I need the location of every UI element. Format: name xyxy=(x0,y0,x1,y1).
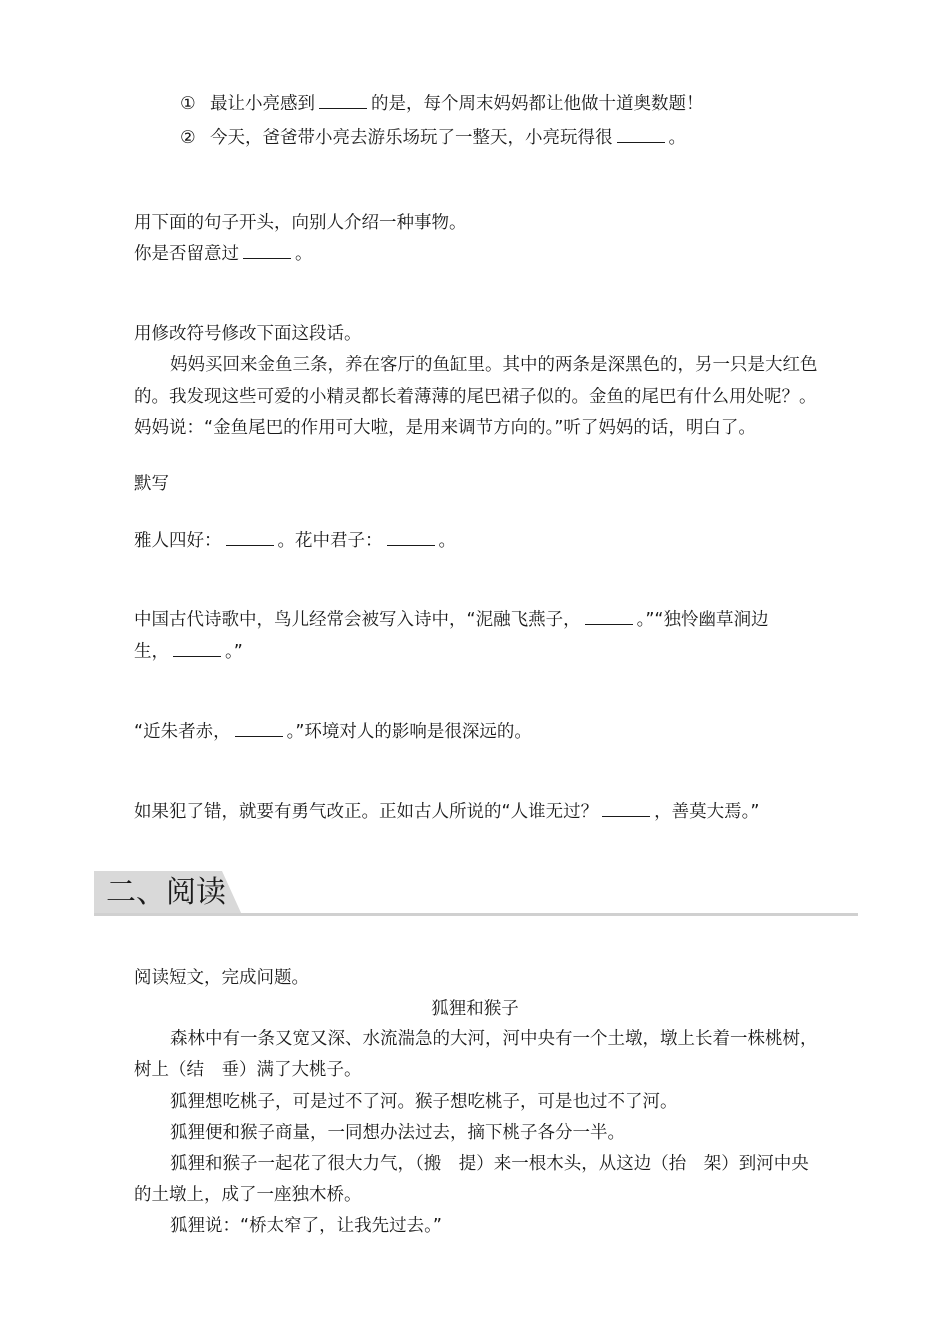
q4-text: 中国古代诗歌中，鸟儿经常会被写入诗中，“泥融飞燕子， xyxy=(134,610,581,630)
item-text: 今天，爸爸带小亮去游乐场玩了一整天，小亮玩得很 xyxy=(210,128,613,148)
q4-title: 默写 xyxy=(134,474,169,494)
q4-text: 。”环境对人的影响是很深远的。 xyxy=(286,722,532,742)
q3-paragraph-line: 妈妈说：“金鱼尾巴的作用可大啦，是用来调节方向的。”听了妈妈的话，明白了。 xyxy=(134,418,756,438)
q3-paragraph-line: 妈妈买回来金鱼三条，养在客厅的鱼缸里。其中的两条是深黑色的，另一只是大红色 xyxy=(170,355,818,375)
reading-paragraph-line: 的土墩上，成了一座独木桥。 xyxy=(134,1185,362,1205)
q4-line-1 xyxy=(134,529,456,553)
q4-text: 。花中君子： xyxy=(277,531,383,551)
reading-paragraph-line: 树上（结 垂）满了大桃子。 xyxy=(134,1060,362,1080)
q3-paragraph-line: 的。我发现这些可爱的小精灵都长着薄薄的尾巴裙子似的。金鱼的尾巴有什么用处呢？。 xyxy=(134,387,817,407)
item-number: ① xyxy=(180,94,196,114)
q1-item-2 xyxy=(180,126,686,150)
reading-paragraph-line: 狐狸便和猴子商量，一同想办法过去，摘下桃子各分一半。 xyxy=(170,1123,625,1143)
item-text: 。 xyxy=(668,128,686,148)
reading-paragraph-line: 狐狸说：“桥太窄了，让我先过去。” xyxy=(170,1216,442,1236)
q4-text: 生， xyxy=(134,642,169,662)
q2-prompt: 用下面的句子开头，向别人介绍一种事物。 xyxy=(134,213,467,233)
answer-blank[interactable] xyxy=(387,529,435,546)
reading-title: 狐狸和猴子 xyxy=(431,999,519,1019)
q4-text: 。 xyxy=(438,531,456,551)
answer-blank[interactable] xyxy=(617,126,665,143)
q3-prompt: 用修改符号修改下面这段话。 xyxy=(134,324,362,344)
q4-line-5 xyxy=(134,800,759,824)
q4-text: 雅人四好： xyxy=(134,531,222,551)
q4-text: 。”“独怜幽草涧边 xyxy=(636,610,769,630)
q4-text: “近朱者赤， xyxy=(134,722,231,742)
q2-text: 。 xyxy=(295,244,313,264)
answer-blank[interactable] xyxy=(173,640,221,657)
item-number: ② xyxy=(180,128,196,148)
q4-line-3 xyxy=(134,640,243,664)
q1-item-1 xyxy=(180,92,704,116)
q4-text: 。” xyxy=(225,642,243,662)
q2-text: 你是否留意过 xyxy=(134,244,239,264)
q4-line-4 xyxy=(134,720,532,744)
item-text: 最让小亮感到 xyxy=(210,94,315,114)
q4-text: ，善莫大焉。” xyxy=(654,802,760,822)
answer-blank[interactable] xyxy=(235,720,283,737)
q2-line xyxy=(134,242,313,266)
q4-line-2 xyxy=(134,608,768,632)
section-divider xyxy=(94,913,858,916)
reading-paragraph-line: 森林中有一条又宽又深、水流湍急的大河，河中央有一个土墩，墩上长着一株桃树， xyxy=(170,1029,818,1049)
reading-paragraph-line: 狐狸想吃桃子，可是过不了河。猴子想吃桃子，可是也过不了河。 xyxy=(170,1092,678,1112)
section-title: 二、阅读 xyxy=(106,875,226,910)
answer-blank[interactable] xyxy=(243,242,291,259)
answer-blank[interactable] xyxy=(319,92,367,109)
answer-blank[interactable] xyxy=(602,800,650,817)
answer-blank[interactable] xyxy=(226,529,274,546)
reading-paragraph-line: 狐狸和猴子一起花了很大力气，（搬 提）来一根木头，从这边（抬 架）到河中央 xyxy=(170,1154,809,1174)
answer-blank[interactable] xyxy=(585,608,633,625)
reading-prompt: 阅读短文，完成问题。 xyxy=(134,968,309,988)
q4-text: 如果犯了错，就要有勇气改正。正如古人所说的“人谁无过？ xyxy=(134,802,599,822)
item-text: 的是，每个周末妈妈都让他做十道奥数题！ xyxy=(371,94,704,114)
